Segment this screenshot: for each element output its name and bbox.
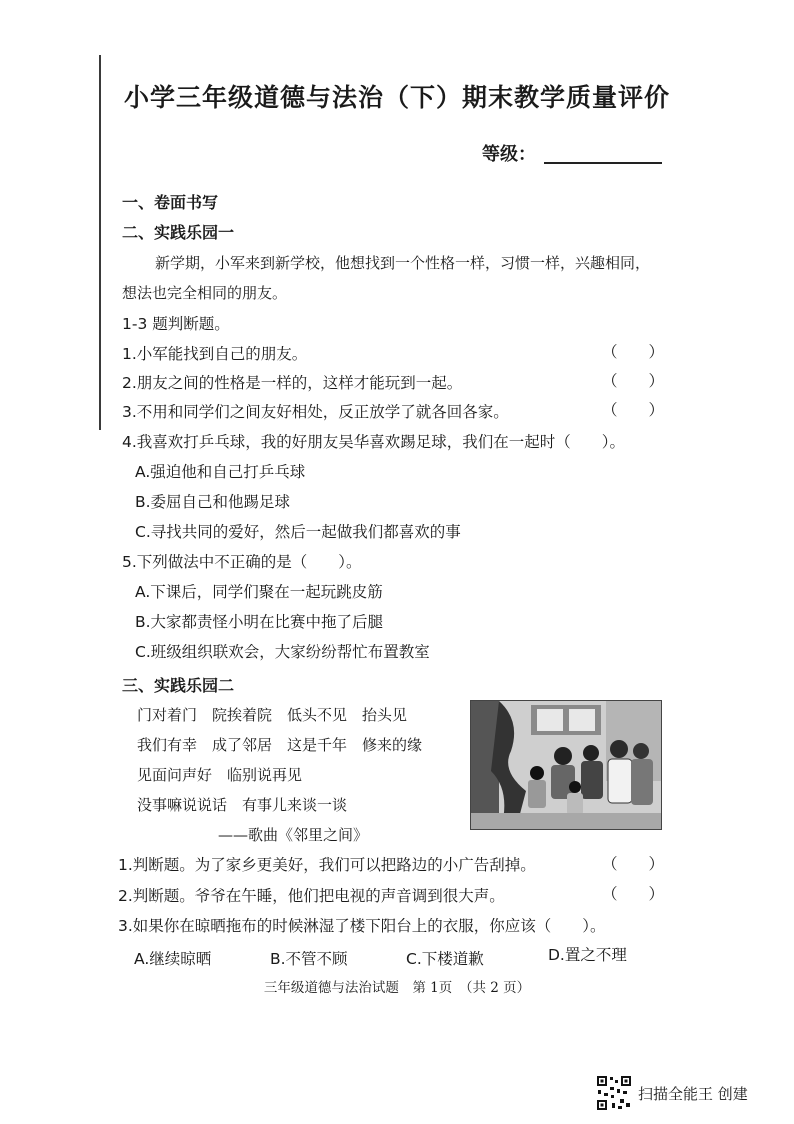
scanner-watermark: 扫描全能王 创建 — [638, 1085, 748, 1103]
question-3-1: 1.判断题。为了家乡更美好，我们可以把路边的小广告刮掉。 — [118, 856, 536, 874]
grade-label: 等级： — [482, 144, 536, 165]
page-title: 小学三年级道德与法治（下）期末教学质量评价 — [123, 83, 670, 112]
section3-heading: 三、实践乐园二 — [122, 676, 235, 695]
answer-blank: （ ） — [602, 401, 665, 419]
qr-code-icon — [596, 1075, 632, 1111]
option-5b: B.大家都责怪小明在比赛中拖了后腿 — [135, 613, 384, 631]
section2-heading: 二、实践乐园一 — [122, 223, 235, 242]
neighbors-illustration — [470, 700, 662, 830]
passage-line-2: 想法也完全相同的朋友。 — [122, 284, 288, 302]
judge-instruction: 1-3 题判断题。 — [122, 315, 230, 333]
option-3d: D.置之不理 — [548, 946, 627, 964]
question-2-3: 3.不用和同学们之间友好相处，反正放学了就各回各家。 — [122, 403, 509, 421]
question-3-2: 2.判断题。爷爷在午睡，他们把电视的声音调到很大声。 — [118, 887, 505, 905]
option-4a: A.强迫他和自己打乒乓球 — [135, 463, 306, 481]
question-2-2: 2.朋友之间的性格是一样的，这样才能玩到一起。 — [122, 374, 463, 392]
question-2-4: 4.我喜欢打乒乓球，我的好朋友吴华喜欢踢足球，我们在一起时（ ）。 — [122, 433, 626, 451]
answer-blank: （ ） — [602, 855, 665, 873]
page-footer: 三年级道德与法治试题 第 1页 （共 2 页） — [263, 980, 531, 996]
section1-heading: 一、卷面书写 — [122, 193, 219, 212]
song-line-2: 我们有幸 成了邻居 这是千年 修来的缘 — [137, 736, 423, 754]
answer-blank: （ ） — [602, 372, 665, 390]
option-3a: A.继续晾晒 — [134, 950, 212, 968]
grade-blank — [544, 162, 662, 164]
question-2-5: 5.下列做法中不正确的是（ ）。 — [122, 553, 362, 571]
song-line-4: 没事嘛说说话 有事儿来谈一谈 — [137, 796, 348, 814]
passage-line-1: 新学期，小军来到新学校，他想找到一个性格一样，习惯一样，兴趣相同， — [155, 254, 651, 272]
song-line-1: 门对着门 院挨着院 低头不见 抬头见 — [137, 706, 408, 724]
song-line-3: 见面问声好 临别说再见 — [137, 766, 303, 784]
option-3c: C.下楼道歉 — [406, 950, 484, 968]
question-3-3: 3.如果你在晾晒拖布的时候淋湿了楼下阳台上的衣服，你应该（ ）。 — [118, 917, 606, 935]
option-4c: C.寻找共同的爱好，然后一起做我们都喜欢的事 — [135, 523, 461, 541]
answer-blank: （ ） — [602, 343, 665, 361]
option-5c: C.班级组织联欢会，大家纷纷帮忙布置教室 — [135, 643, 430, 661]
question-2-1: 1.小军能找到自己的朋友。 — [122, 345, 308, 363]
option-3b: B.不管不顾 — [270, 950, 348, 968]
grade-field — [482, 140, 662, 166]
song-source: ——歌曲《邻里之间》 — [218, 826, 369, 844]
answer-blank: （ ） — [602, 885, 665, 903]
option-5a: A.下课后，同学们聚在一起玩跳皮筋 — [135, 583, 383, 601]
option-4b: B.委屈自己和他踢足球 — [135, 493, 291, 511]
